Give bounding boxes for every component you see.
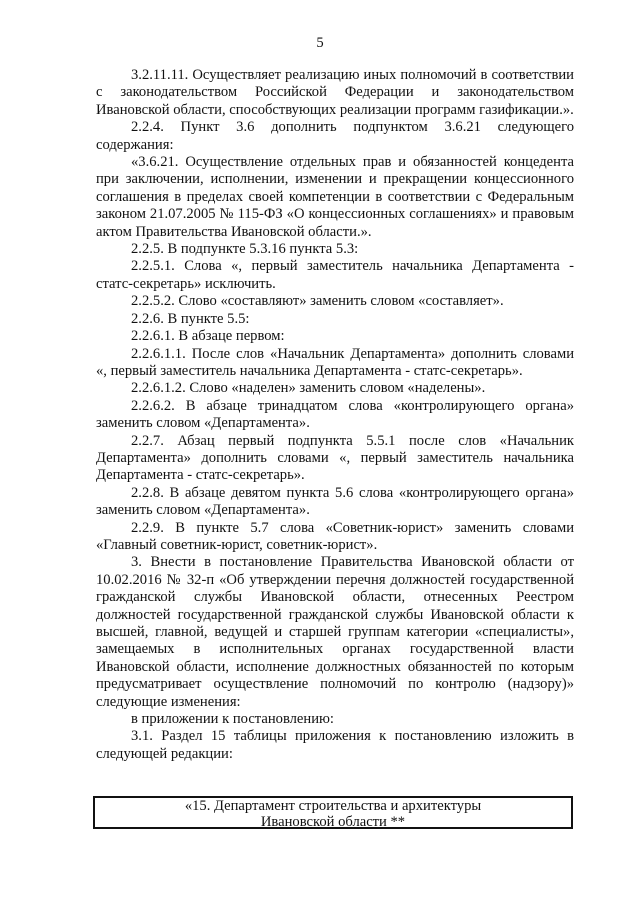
paragraph: 2.2.6.1.2. Слово «наделен» заменить словом «наделены».: [131, 380, 486, 397]
paragraph: 2.2.5.2. Слово «составляют» заменить словом «составляет».: [131, 293, 504, 310]
paragraph: 2.2.9. В пункте 5.7 слова «Советник-юрист» заменить словами «Главный советник-юрист, советник-юрист».: [96, 519, 574, 553]
paragraph: 2.2.5. В подпункте 5.3.16 пункта 5.3:: [131, 241, 359, 258]
page-number: 5: [316, 35, 324, 51]
document-body: [96, 67, 574, 763]
paragraph: в приложении к постановлению:: [131, 711, 334, 728]
paragraph: 2.2.6.2. В абзаце тринадцатом слова «контролирующего органа» заменить словом «Департамента».: [96, 397, 574, 432]
paragraph: 2.2.8. В абзаце девятом пункта 5.6 слова «контролирующего органа» заменить словом «Департамента».: [96, 484, 574, 519]
paragraph: 3.1. Раздел 15 таблицы приложения к постановлению изложить в следующей редакции:: [96, 728, 574, 762]
paragraph: 2.2.7. Абзац первый подпункта 5.5.1 после слов «Начальник Департамента» дополнить словами «, первый заместитель начальника Департамента - статс-секретарь».: [96, 432, 574, 484]
paragraph: 2.2.6.1. В абзаце первом:: [131, 328, 285, 345]
paragraph: 2.2.5.1. Слова «, первый заместитель начальника Департамента - статс-секретарь» исключить.: [96, 258, 574, 292]
paragraph: 3. Внести в постановление Правительства Ивановской области от 10.02.2016 № 32-п «Об утверждении перечня должностей государственной гражданской службы Ивановской области, отнесенных Реестром должностей государственной гражданской службы Ивановской области к высшей, главной, ведущей и старшей группам категории «специалисты», замещаемых в исполнительных органах государственной власти Ивановской области, исполнение должностных обязанностей по которым предусматривает осуществление полномочий по контролю (надзору)» следующие изменения:: [96, 554, 574, 710]
paragraph: 2.2.6. В пункте 5.5:: [131, 310, 250, 327]
paragraph: 2.2.4. Пункт 3.6 дополнить подпунктом 3.6.21 следующего содержания:: [96, 119, 574, 153]
table-header-line: «15. Департамент строительства и архитектуры: [184, 798, 482, 814]
paragraph: 2.2.6.1.1. После слов «Начальник Департамента» дополнить словами «, первый заместитель начальника Департамента - статс-секретарь».: [96, 345, 574, 379]
paragraph: 3.2.11.11. Осуществляет реализацию иных полномочий в соответствии с законодательством Российской Федерации и законодательством Ивановской области, способствующих реализации программ газификации.».: [96, 67, 574, 118]
paragraph: «3.6.21. Осуществление отдельных прав и обязанностей концедента при заключении, исполнении, изменении и прекращении концессионного соглашения в пределах своей компетенции в соответствии с Федеральным законом 21.07.2005 № 115-ФЗ «О концессионных соглашениях» и правовым актом Правительства Ивановской области.».: [96, 154, 574, 240]
table-section-header: [93, 796, 573, 829]
table-header-line: Ивановской области **: [260, 814, 406, 830]
